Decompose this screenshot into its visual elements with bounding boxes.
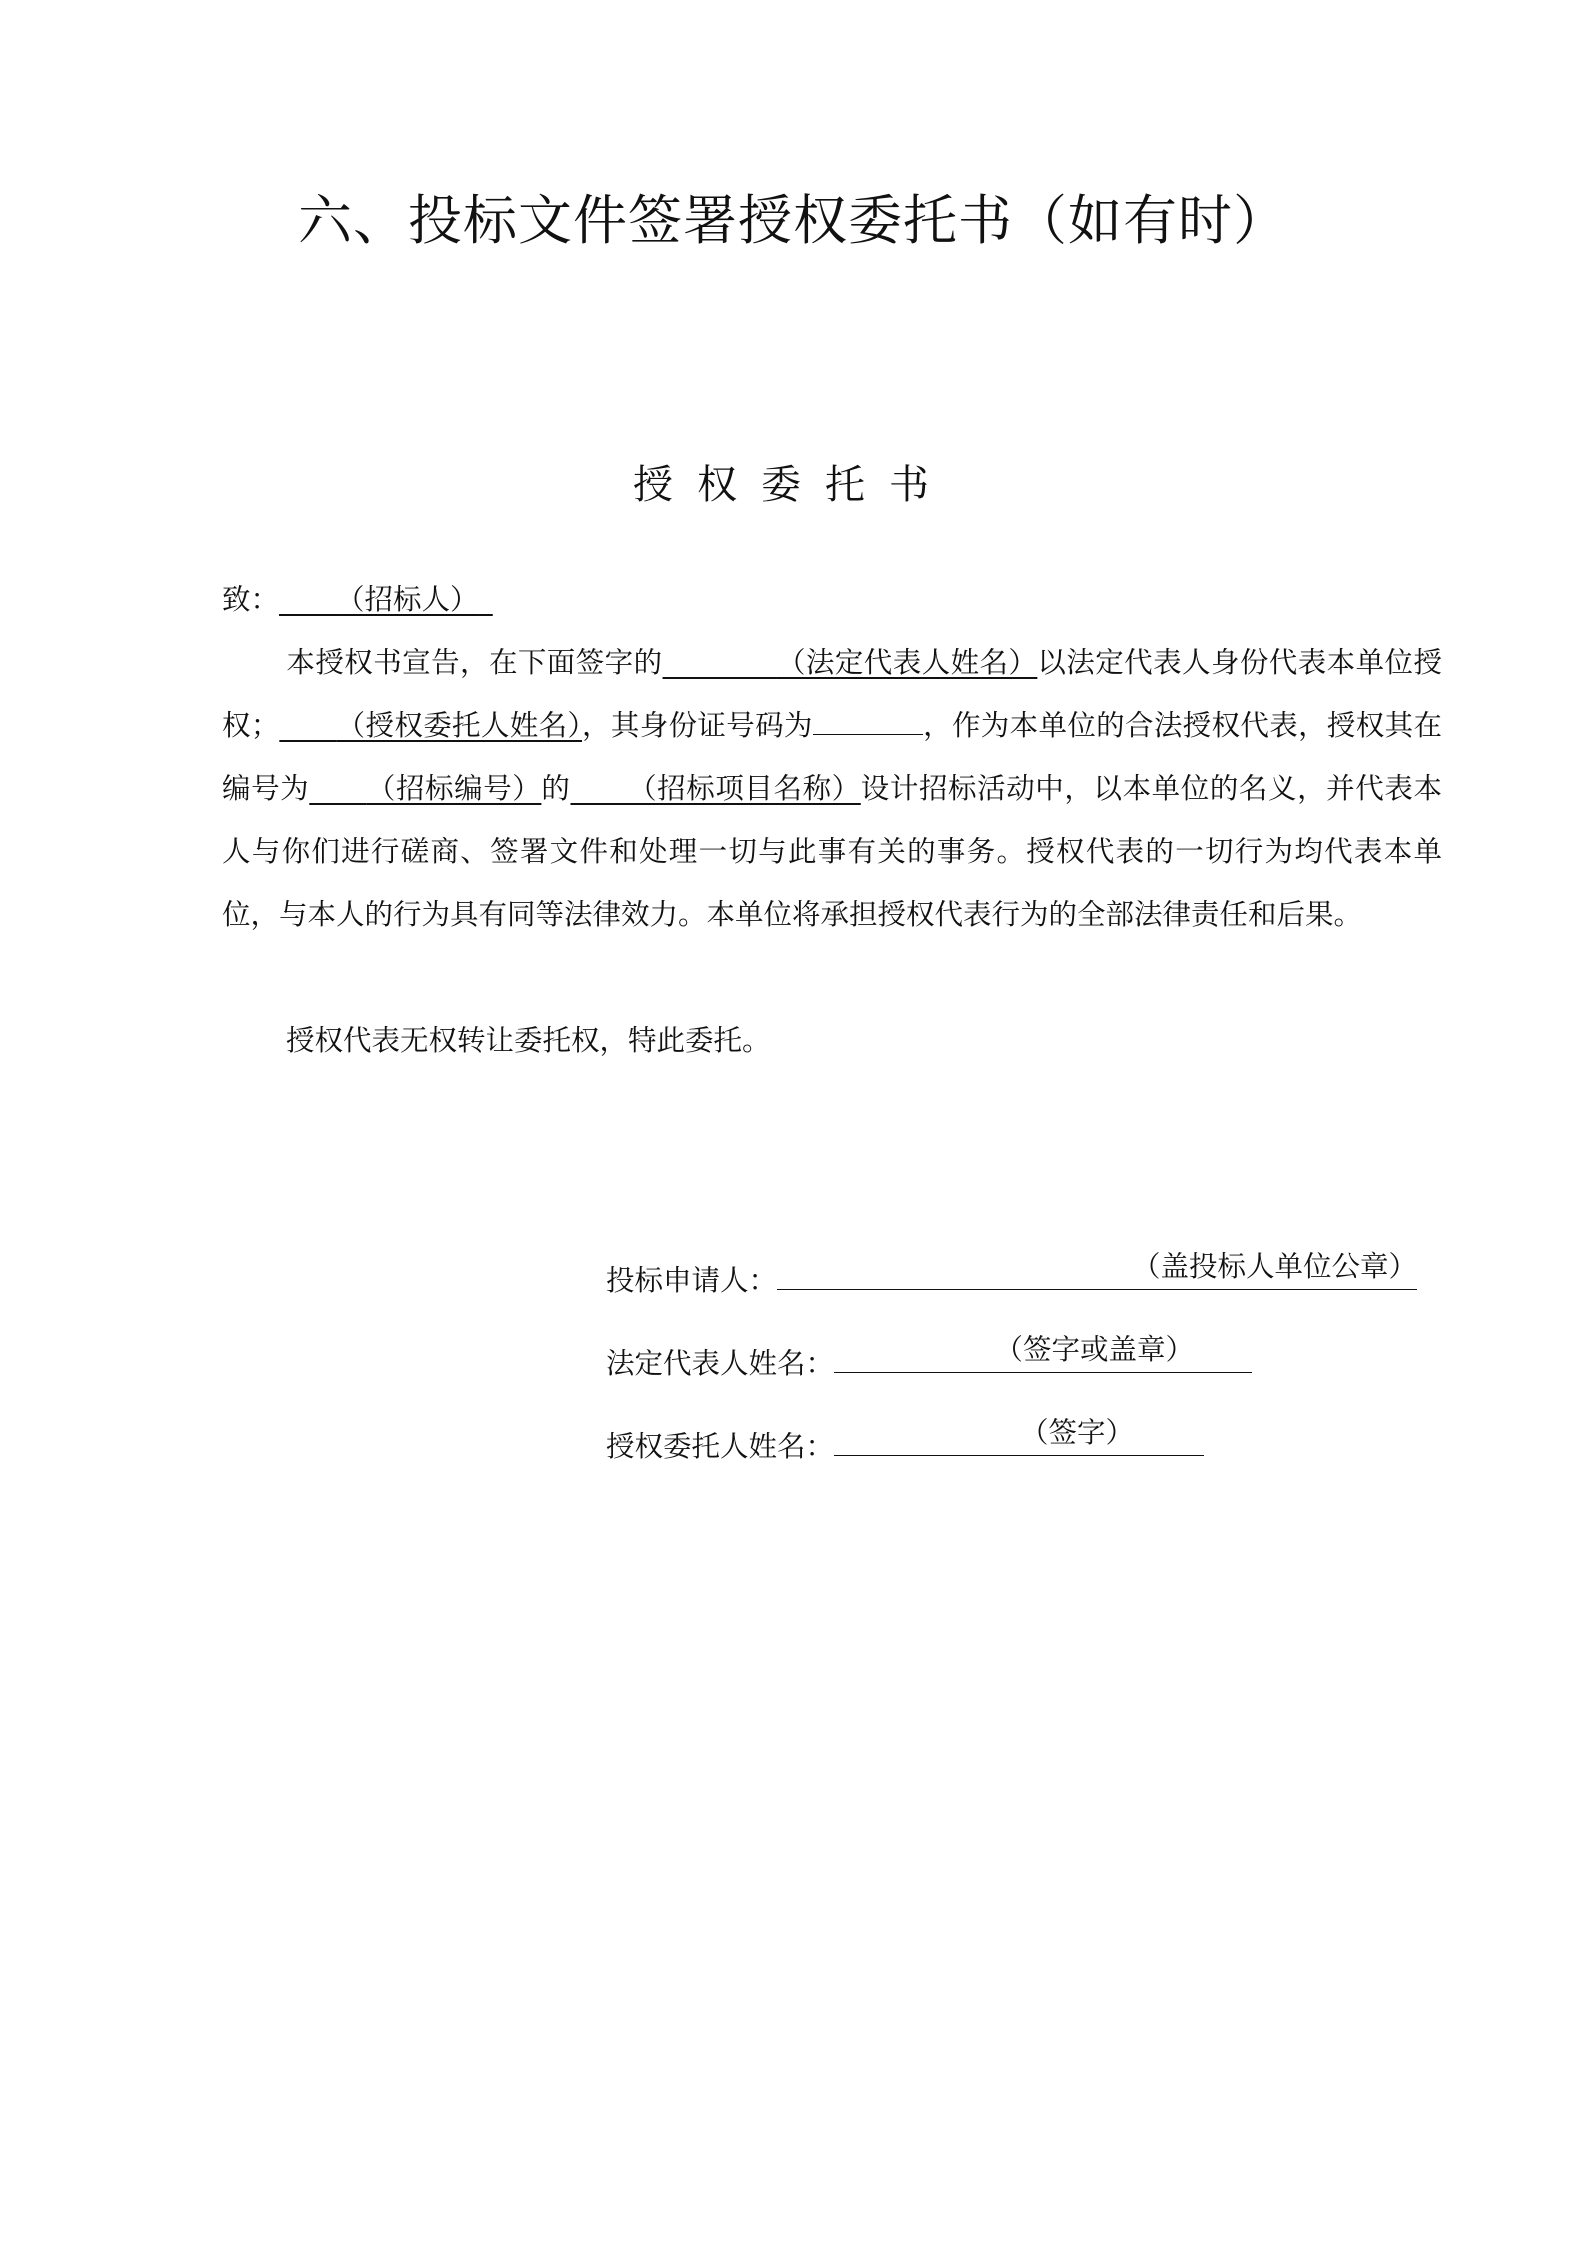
recipient-line <box>222 568 1442 631</box>
legal-rep-name-field <box>663 646 1038 679</box>
legal-rep-hint: （签字或盖章） <box>994 1333 1195 1366</box>
paragraph-text-4: ，作为本单位的合法授权代表，授权其在编号为 <box>222 709 1442 805</box>
project-name-field <box>570 772 860 805</box>
agent-name-hint: （授权委托人姓名） <box>336 709 583 742</box>
recipient-field <box>279 583 493 616</box>
agent-row <box>606 1405 1417 1488</box>
applicant-hint: （盖投标人单位公章） <box>1132 1250 1418 1283</box>
agent-signature-line <box>834 1411 1204 1456</box>
agent-hint: （签字） <box>1020 1416 1135 1449</box>
applicant-row <box>606 1239 1417 1322</box>
legal-rep-label: 法定代表人姓名： <box>606 1347 835 1380</box>
closing-text: 授权代表无权转让委托权，特此委托。 <box>286 1024 771 1057</box>
applicant-label: 投标申请人： <box>606 1264 778 1297</box>
paragraph-text-1: 本授权书宣告，在下面签字的 <box>286 646 663 679</box>
legal-rep-row <box>606 1322 1417 1405</box>
recipient-prefix: 致： <box>222 583 280 616</box>
tender-number-hint: （招标编号） <box>366 772 542 805</box>
agent-name-field <box>279 709 582 742</box>
tender-number-field <box>309 772 541 805</box>
recipient-hint: （招标人） <box>336 583 479 616</box>
page-title: 六、投标文件签署授权委托书（如有时） <box>298 189 1288 252</box>
legal-rep-signature-line <box>834 1328 1252 1373</box>
project-name-hint: （招标项目名称） <box>627 772 861 805</box>
id-number-blank <box>813 706 923 735</box>
paragraph-text-3: ，其身份证号码为 <box>582 709 813 742</box>
agent-label: 授权委托人姓名： <box>606 1430 835 1463</box>
closing-line <box>222 1009 1442 1072</box>
applicant-signature-line <box>777 1245 1417 1290</box>
document-subtitle: 授权委托书 <box>633 462 953 508</box>
paragraph-text-5: 的 <box>541 772 571 805</box>
paragraph-text-6: 设计招标活动中，以本单位的名义，并代表本人与你们进行磋商、签署文件和处理一切与此事有关的事务。授权代表的一切行为均代表本单位，与本人的行为具有同等法律效力。本单位将承担授权代表行为的全部法律责任和后果。 <box>222 772 1442 931</box>
authorization-paragraph <box>222 631 1442 946</box>
signature-block <box>606 1239 1417 1488</box>
paragraph-text-2: 以法定代表人身份代表本单位授权； <box>222 646 1442 742</box>
legal-rep-name-hint: （法定代表人姓名） <box>776 646 1038 679</box>
